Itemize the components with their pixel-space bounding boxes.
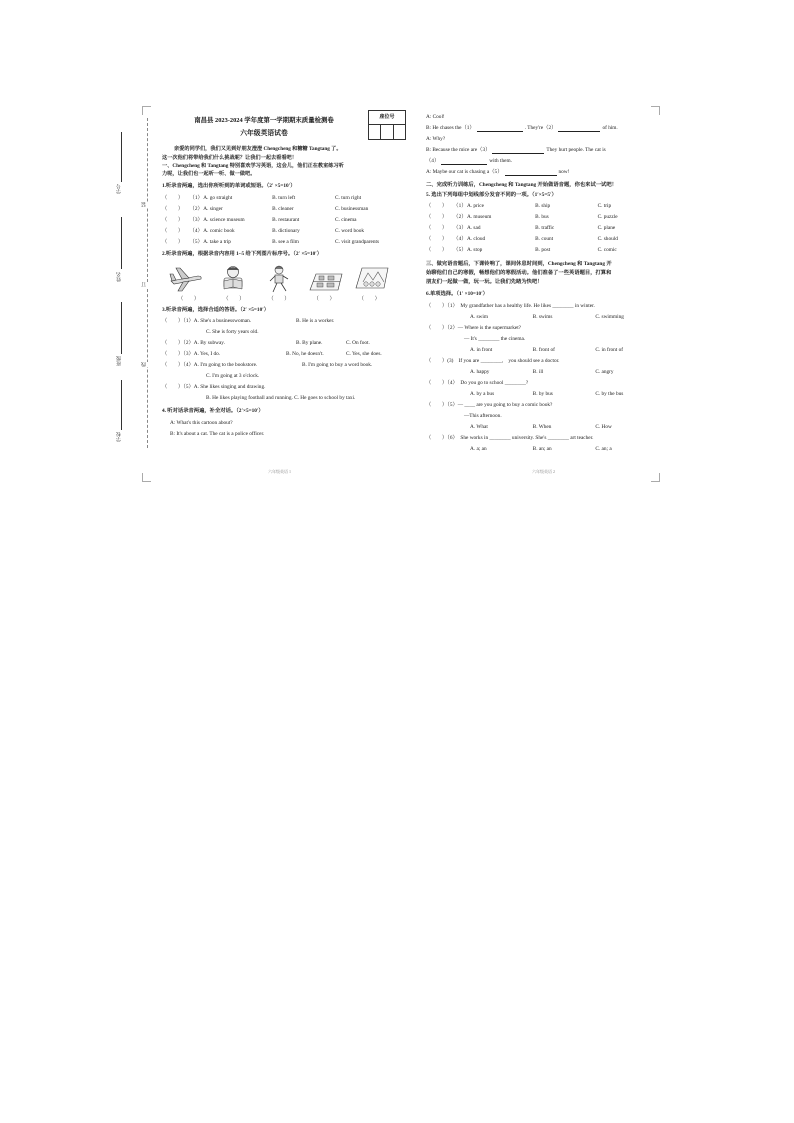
q4-heading: 4. 听对话录音两遍，补全对话。（2′×5=10′） — [162, 408, 264, 415]
option-b[interactable]: B. restaurant — [272, 216, 300, 223]
q3-item — [162, 327, 396, 338]
answer-paren[interactable]: （ ） — [313, 295, 335, 302]
option-c[interactable]: C. plane — [597, 225, 616, 232]
answer-paren[interactable]: （ ） — [162, 205, 184, 212]
question-row — [426, 245, 658, 256]
part-one-heading: 一、Chengcheng 和 Tangtang 特别喜欢学习英语，这会儿，他们正在教室练习听 — [162, 163, 344, 170]
q3-text: （ ）（3）A. Yes, I do. — [162, 351, 221, 358]
option-a[interactable]: A. happy — [470, 369, 490, 376]
left-page — [162, 114, 396, 440]
option-b[interactable]: B. cleaner — [272, 205, 294, 212]
dialogue-text: They hurt people. The cat is — [546, 147, 606, 154]
q2-pictures — [162, 264, 396, 294]
dialogue-text: B: Because the mice are（3） — [426, 147, 491, 154]
option-c[interactable]: C. swimming — [595, 314, 624, 321]
option-c[interactable]: C. trip — [597, 203, 612, 210]
option-b[interactable]: B. count — [535, 236, 554, 243]
dialogue-line — [426, 156, 658, 167]
question-row — [162, 214, 396, 225]
option-a[interactable]: A. singer — [203, 205, 223, 212]
q6-options — [426, 367, 658, 378]
dialogue-text: now! — [558, 169, 570, 176]
part-one-heading: 力呢，让我们也一起听一听、做一做吧。 — [162, 171, 256, 178]
q6-options — [426, 422, 658, 433]
blank-1-input[interactable] — [477, 126, 523, 132]
blank-3-input[interactable] — [492, 148, 544, 154]
q1-heading: 1.听录音两遍，选出你所听到的单词或短语。（2′ ×5=10′） — [162, 182, 296, 189]
dialogue-text: . They're（2） — [524, 125, 557, 132]
student-no-label: 学号 — [117, 184, 122, 194]
page-footer-left: 六年级英语 1 — [268, 469, 291, 474]
option-a[interactable]: A. comic book — [203, 227, 235, 234]
seat-number-label: 座位号 — [369, 111, 405, 125]
q3-text: （ ）（4）A. I'm going to the bookstore. — [162, 362, 258, 369]
exam-title: 南昌县 2023-2024 学年度第一学期期末质量检测卷 — [194, 117, 334, 124]
q3-text: （ ）（5）A. She likes singing and drawing. — [162, 384, 266, 391]
q6-options — [426, 444, 658, 455]
q3-item — [162, 371, 396, 382]
answer-paren[interactable]: （ ） — [426, 236, 448, 243]
q6-stem: （ ）（1） My grandfather has a healthy life. He likes ________ in winter. — [426, 303, 595, 310]
part-three-heading — [426, 260, 658, 287]
city-map-icon — [308, 264, 344, 294]
option-b[interactable]: B. swims — [532, 314, 553, 321]
question-row — [162, 192, 396, 203]
page-footer-right: 六年级英语 2 — [532, 469, 555, 474]
q3-text: B. No, he doesn't. — [286, 351, 324, 358]
option-a[interactable]: A. stop — [466, 247, 483, 254]
option-c[interactable]: C. by the bus — [595, 391, 624, 398]
question-row — [426, 201, 658, 212]
dialogue-line: A: Cool! — [426, 114, 445, 121]
option-b[interactable]: B. ship — [535, 203, 551, 210]
answer-paren[interactable]: （ ） — [358, 295, 380, 302]
question-number: （5） — [453, 247, 467, 254]
dialogue-line — [426, 145, 658, 156]
boy-reading-book-icon — [215, 264, 251, 294]
q3-text: C. She is forty years old. — [206, 329, 259, 336]
class-label: 班级 — [117, 356, 122, 366]
option-b[interactable]: B. ill — [532, 369, 544, 376]
dialogue-text: （4） — [426, 158, 440, 165]
option-b[interactable]: B. by bus — [532, 391, 553, 398]
option-c[interactable]: C. angry — [595, 369, 614, 376]
intro-line: 这一次他们将带给我们什么挑战呢？让我们一起去看看吧！ — [162, 154, 297, 161]
option-a[interactable]: A. go straight — [203, 194, 233, 201]
q6-options — [426, 389, 658, 400]
answer-paren[interactable]: （ ） — [426, 247, 448, 254]
option-c[interactable]: C. businessman — [335, 205, 369, 212]
option-b[interactable]: B. turn left — [272, 194, 296, 201]
question-number: （1） — [189, 194, 203, 201]
question-number: （4） — [189, 227, 203, 234]
answer-paren[interactable]: （ ） — [426, 203, 448, 210]
option-b[interactable]: B. an; an — [532, 446, 552, 453]
dialogue-line: A: What's this cartoon about? — [170, 419, 233, 426]
student-no-line — [121, 132, 122, 182]
option-c[interactable]: C. turn right — [335, 194, 362, 201]
q3-item — [162, 382, 396, 393]
question-number: （3） — [453, 225, 467, 232]
option-a[interactable]: A. a; an — [470, 446, 487, 453]
dialogue-line — [426, 167, 658, 178]
dialogue-line — [426, 123, 658, 134]
family-trip-icon — [354, 264, 390, 294]
question-row — [426, 212, 658, 223]
q2-answer-parens — [162, 296, 396, 303]
option-c[interactable]: C. in front of — [595, 347, 624, 354]
option-a[interactable]: A. What — [470, 424, 488, 431]
question-number: （1） — [453, 203, 467, 210]
option-b[interactable]: B. When — [532, 424, 552, 431]
name-line — [121, 217, 122, 269]
question-number: （4） — [453, 236, 467, 243]
option-b[interactable]: B. post — [535, 247, 551, 254]
question-number: （2） — [453, 214, 467, 221]
dialogue-text: of him. — [602, 125, 618, 132]
binding-margin — [108, 112, 148, 452]
q6-stem: （ ）(3) If you are ________, you should see a doctor. — [426, 358, 560, 365]
answer-paren[interactable]: （ ） — [162, 194, 184, 201]
question-row — [426, 234, 658, 245]
right-page — [426, 112, 658, 455]
seal-char-zhuang: 装 — [142, 202, 147, 207]
q5-list — [426, 201, 658, 256]
q3-heading: 3.听录音两遍，选择合适的答语。（2′ ×5=10′） — [162, 306, 270, 313]
option-a[interactable]: A. take a trip — [203, 238, 231, 245]
part-three-line: 三、做完语音题后，下课铃响了，课间休息时间到，Chengcheng 和 Tangtang 开 — [426, 261, 612, 268]
dialogue-text: with them. — [489, 158, 512, 165]
airplane-icon — [168, 264, 204, 294]
part-three-line: 始聊他们自己的寒假，畅想他们的寒假活动。他们准备了一些英语题目，打算和 — [426, 270, 612, 277]
answer-paren[interactable]: （ ） — [268, 295, 290, 302]
q3-item — [162, 349, 396, 360]
question-row — [162, 225, 396, 236]
option-a[interactable]: A. in front — [470, 347, 493, 354]
q3-item — [162, 338, 396, 349]
q3-text: C. I'm going at 3 o'clock. — [206, 373, 260, 380]
answer-paren[interactable]: （ ） — [178, 295, 200, 302]
answer-paren[interactable]: （ ） — [426, 214, 448, 221]
part-three-line: 朋友们一起做一做，玩一玩。让我们先睹为快吧！ — [426, 279, 543, 286]
option-a[interactable]: A. swim — [470, 314, 488, 321]
q6-stem: —This afternoon. — [464, 413, 502, 420]
crop-mark — [142, 473, 151, 482]
option-b[interactable]: B. see a film — [272, 238, 299, 245]
q3-item — [162, 393, 396, 404]
school-label: 学校 — [117, 432, 122, 442]
q3-text: B. I'm going to buy a word book. — [302, 362, 373, 369]
boy-running-icon — [261, 264, 297, 294]
q3-item — [162, 316, 396, 327]
intro-text — [162, 145, 396, 178]
question-number: （2） — [189, 205, 203, 212]
question-number: （3） — [189, 216, 203, 223]
class-line — [121, 302, 122, 354]
q3-text: B. He is a worker. — [296, 318, 335, 325]
option-a[interactable]: A. price — [466, 203, 484, 210]
seal-char-xian: 线 — [142, 362, 147, 367]
q3-text: C. On foot. — [346, 340, 370, 347]
answer-paren[interactable]: （ ） — [162, 216, 184, 223]
dialogue-line: B: It's about a cat. The cat is a police officer. — [170, 430, 265, 437]
q6-stem: （ ）（6） She works in ________ university. She's ________ art teacher. — [426, 435, 594, 442]
answer-paren[interactable]: （ ） — [223, 295, 245, 302]
q3-text: B. He likes playing football and running. C. He goes to school by taxi. — [206, 395, 356, 402]
part-two-heading: 二、完成听力训练后，Chengcheng 和 Tangtang 开始做语音题，你也来试一试吧！ — [426, 182, 617, 188]
dialogue-line: A: Why? — [426, 136, 446, 143]
crop-mark — [651, 473, 660, 482]
option-b[interactable]: B. traffic — [535, 225, 555, 232]
q1-list — [162, 192, 396, 247]
q6-heading: 6.单项选择。（1′ ×10=10′） — [426, 291, 488, 298]
option-c[interactable]: C. cinema — [335, 216, 357, 223]
q6-options — [426, 345, 658, 356]
q2-heading: 2.听录音两遍，根据录音内容用 1~5 给下列图片标序号。（2′ ×5=10′） — [162, 251, 323, 258]
blank-4-input[interactable] — [441, 159, 487, 165]
blank-5-input[interactable] — [505, 170, 557, 176]
option-a[interactable]: A. cloud — [466, 236, 486, 243]
option-a[interactable]: A. by a bus — [470, 391, 495, 398]
q3-text: （ ）（1）A. She's a businesswoman. — [162, 318, 252, 325]
q3-text: B. By plane. — [296, 340, 323, 347]
seal-char-ding: 订 — [142, 282, 147, 287]
q5-heading: 5. 选出下列每组中划线部分发音不同的一项。（1′×5=5′） — [426, 191, 557, 198]
option-b[interactable]: B. front of — [532, 347, 555, 354]
q6-options — [426, 312, 658, 323]
q6-stem: — It's ________ the cinema. — [464, 336, 526, 343]
answer-paren[interactable]: （ ） — [162, 227, 184, 234]
option-a[interactable]: A. sad — [466, 225, 481, 232]
question-row — [162, 203, 396, 214]
option-b[interactable]: B. dictionary — [272, 227, 300, 234]
option-c[interactable]: C. visit grandparents — [335, 238, 380, 245]
option-c[interactable]: C. comic — [597, 247, 617, 254]
name-label: 姓名 — [117, 272, 122, 282]
dialogue-text: A: Maybe our cat is chasing a（5） — [426, 169, 503, 176]
option-c[interactable]: C. should — [597, 236, 618, 243]
answer-paren[interactable]: （ ） — [162, 238, 184, 245]
intro-line: 亲爱的同学们，我们又见到好朋友澄澄 Chengcheng 和糖糖 Tangtang 了。 — [174, 146, 342, 153]
dialogue-text: B: He chases the（1） — [426, 125, 475, 132]
option-c[interactable]: C. word book — [335, 227, 365, 234]
q6-stem: （ ）（5）— ____ are you going to buy a comic book? — [426, 402, 553, 409]
option-c[interactable]: C. puzzle — [597, 214, 618, 221]
question-number: （5） — [189, 238, 203, 245]
option-a[interactable]: A. science museum — [203, 216, 245, 223]
q3-text: （ ）（2）A. By subway. — [162, 340, 225, 347]
school-line — [121, 380, 122, 430]
option-c[interactable]: C. an; a — [595, 446, 612, 453]
q3-item — [162, 360, 396, 371]
option-a[interactable]: A. museum — [466, 214, 492, 221]
q3-text: C. Yes, she does. — [346, 351, 382, 358]
blank-2-input[interactable] — [558, 126, 600, 132]
option-b[interactable]: B. bus — [535, 214, 549, 221]
question-row — [162, 236, 396, 247]
answer-paren[interactable]: （ ） — [426, 225, 448, 232]
q6-stem: （ ）（2）— Where is the supermarket? — [426, 325, 522, 332]
question-row — [426, 223, 658, 234]
q6-list — [426, 301, 658, 455]
option-c[interactable]: C. How — [595, 424, 612, 431]
exam-subtitle: 六年级英语试卷 — [240, 130, 288, 137]
q6-stem: （ ）（4） Do you go to school ________? — [426, 380, 529, 387]
